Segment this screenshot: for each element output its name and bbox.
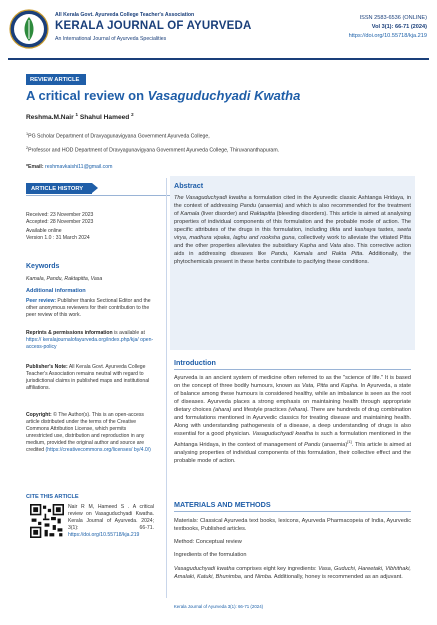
term: Vasaguduchyadi kwatha [252,431,314,438]
history-dates [26,212,154,242]
column-divider [166,178,167,598]
email-address[interactable]: reshmavkaishi11@gmail.com [45,164,113,170]
ing-part: comprises eight key ingredients: [236,566,317,572]
author-1-sup: 1 [75,112,78,117]
affil-2-text: Professor and HOD Department of Dravyagunavigyana Government Ayurveda College, Thiruvananthapuram. [28,147,280,154]
title-italic: Vasaguduchyadi Kwatha [147,88,301,103]
publisher-text: All Kerala Govt. Ayurveda College Teacher's Association remains neutral with regard to jurisdictional claims in published maps and institutional affiliations. [26,364,150,391]
affiliation-2 [26,145,279,155]
method-text: Method: Conceptual review [174,539,242,545]
intro-part: Ayurveda is an ancient system of medicine often referred to as the "science of life." It is based on the concept of three bodily humours, known as [174,375,411,390]
copyright-label: Copyright: [26,412,52,418]
reprints-link[interactable]: https:// keralajournalofayurveda.org/index.php/kja/ open-access-policy [26,337,154,350]
peer-review-note [26,298,154,319]
introduction-heading: Introduction [174,358,216,367]
intro-part: In Ayurveda, a state of balance among these humours is considered healthy, while an imbalance is seen as the root of diseases. Ayurveda places a strong emphasis on maintaining health through appropriate dietary choices [174,383,412,414]
abs-part: and [342,227,353,234]
article-type-badge: REVIEW ARTICLE [26,74,86,85]
peer-text: Publisher thanks Sectional Editor and the other anonymous reviewers for their contribution to the peer review of this work. [26,298,151,318]
term: Nimba. [254,574,273,581]
license-link[interactable]: (https://creativecommons.org/licenses/ by/4.0/) [45,447,151,453]
term: The Vasaguduchyadi kwatha [174,195,247,201]
term: Raktapitta [249,211,275,218]
article-history-heading: ARTICLE HISTORY [26,183,92,194]
ing-part: Additionally, honey is recommended as an adjuvant. [273,574,403,581]
term: tikta [329,227,341,234]
authors [26,112,134,121]
title-prefix: A critical review on [26,88,148,103]
intro-part: . This article is aimed at analysing properties of individual components of this formulation, their collective effect and the probable mode of action. [174,442,411,465]
term: Vata, Pitta [301,383,328,390]
methods-heading: MATERIALS AND METHODS [174,500,271,509]
association-name: All Kerala Govt. Ayurveda College Teacher's Association [55,12,195,18]
email-label: *Email: [26,164,46,170]
journal-header [0,0,437,62]
term: Pandu [304,442,321,449]
term: Kamala [180,211,200,218]
publisher-label: Publisher's Note: [26,364,68,370]
term: seeta virya, madhura vipaka, laghu and rooksha guna, [174,227,411,242]
materials-text: Materials: Classical Ayurveda text books, lexicons, Ayurveda Pharmacopeia of India, Ayurvedic textbooks, Published articles. [174,518,411,533]
journal-logo-icon [8,8,50,50]
citation-body: Nair R M, Hameed S . A critical review on Vasaguduchyadi Kwatha. Kerala Journal of Ayurveda. 2024; 3(1): 66-71. [68,504,154,531]
term: Vata [329,243,342,250]
author-1: Reshma.M.Nair [26,114,76,122]
methods-divider [174,511,411,512]
author-2-sup: 2 [131,112,134,117]
accepted-date: Accepted: 28 November 2023 [26,219,94,225]
term: kashaya [354,227,376,234]
additional-info-heading: Additional information [26,288,86,294]
term: Pandu [239,203,257,210]
affil-1-sup: 1 [26,132,29,136]
abs-part: a formulation cited in the Ayurvedic classic Ashtanga Hridaya, in the context of addressing [174,195,411,210]
copyright-note [26,412,154,454]
affil-1-text: PG Scholar Department of Dravyagunavigyana Government Ayurveda College, [28,133,210,140]
ingredients-heading: Ingredients of the formulation [174,552,247,558]
ingredients-text [174,565,411,581]
affil-2-sup: 2 [26,146,29,150]
author-2: Shahul Hameed [79,114,132,122]
introduction-text [174,374,411,465]
issue-info [349,14,427,41]
abs-part: (liver disorder) and [201,211,249,218]
publisher-note [26,364,154,392]
abs-part: and [318,243,328,250]
keywords-heading: Keywords [26,263,60,270]
citation-ref: [1] [347,439,352,445]
citation-text [68,504,154,539]
journal-name: KERALA JOURNAL OF AYURVEDA [55,20,252,32]
abs-part: also. This corrective action aids in addressing diseases like [174,243,412,258]
intro-part: There are hundreds of drug combination and formulations mentioned in Ayurvedic classics for treating disease and maintaining health. Along with understanding pathogenesis of a disease, a deep understanding of drugs is also essential for a good physician. [174,407,411,438]
term: (ahara) [213,407,232,414]
peer-label: Peer review: [26,298,57,304]
abs-part: tastes, [378,227,395,234]
issn: ISSN 2583-6536 (ONLINE) [359,15,427,21]
citation-doi-link[interactable]: https://doi.org/10.55718/kja.219 [68,532,140,538]
intro-part: is such a formulation mentioned in the Ashtanga Hridaya, in the context of management of [174,431,411,449]
abs-part: Additionally, the phytochemicals present in these herbs contribute to pacifying these conditions. [174,251,411,266]
term: (vihara). [288,407,309,414]
received-date: Received: 23 November 2023 [26,212,94,218]
page-footer: Kerala Journal of Ayurveda 3(1): 66-71 (2024) [173,604,264,609]
version-date: Version 1.0 : 31 March 2024 [26,235,90,241]
ingredient-list: Vasa, Guduchi, Hareetaki, Vibhithaki, Amalaki, Katuki, Bhunimba, [174,566,411,581]
cite-heading: CITE THIS ARTICLE [26,494,79,500]
intro-part: and lifestyle practices [232,407,287,414]
affiliation-1 [26,131,210,141]
corresponding-email [26,164,112,170]
volume: Vol 3(1): 66-71 (2024) [371,24,427,30]
intro-divider [174,369,411,370]
abstract-text [174,194,411,266]
abs-part: collectively work to alleviate the vitiated Pitta and the other properties alleviates the subsidiary [174,235,411,250]
keywords-list: Kamala, Pandu, Raktapitta, Vasa [26,276,103,282]
reprints-text: is available at [112,330,145,336]
ing-part: and [243,574,254,581]
reprints-note [26,330,154,351]
term: Kapha. [341,383,359,390]
available-online: Available online [26,228,62,234]
term: Vasaguduchyadi kwatha [174,566,235,572]
intro-part: and [329,383,340,390]
heading-arrow [92,183,98,193]
article-title [26,88,300,103]
qr-code-icon [30,504,64,538]
doi-link[interactable]: https://doi.org/10.55718/kja.219 [348,33,427,39]
term: Kapha [299,243,317,250]
copyright-text: © The Author(s). This is an open-access article distributed under the terms of the Creative Commons Attribution License, which permits unrestricted use, distribution and reproduction in any medium, provided the original author and source are credited [26,412,145,453]
term: Pandu, Kamala and Rakta Pitta. [270,251,364,258]
abs-part: (bleeding disorders). This article is aimed at analysing properties of individual components of this formulation and the probable mode of action. The specific attributes of the drugs in this formulation, including [174,211,412,234]
abs-part: (anaemia) and which is also recommended for the treatment of [174,203,411,218]
abstract-heading: Abstract [174,181,204,190]
header-divider [8,58,429,60]
intro-part: (anaemia) [322,442,348,449]
journal-subtitle: An International Journal of Ayurveda Specialities [55,36,167,42]
reprints-label: Reprints & permissions information [26,330,113,336]
